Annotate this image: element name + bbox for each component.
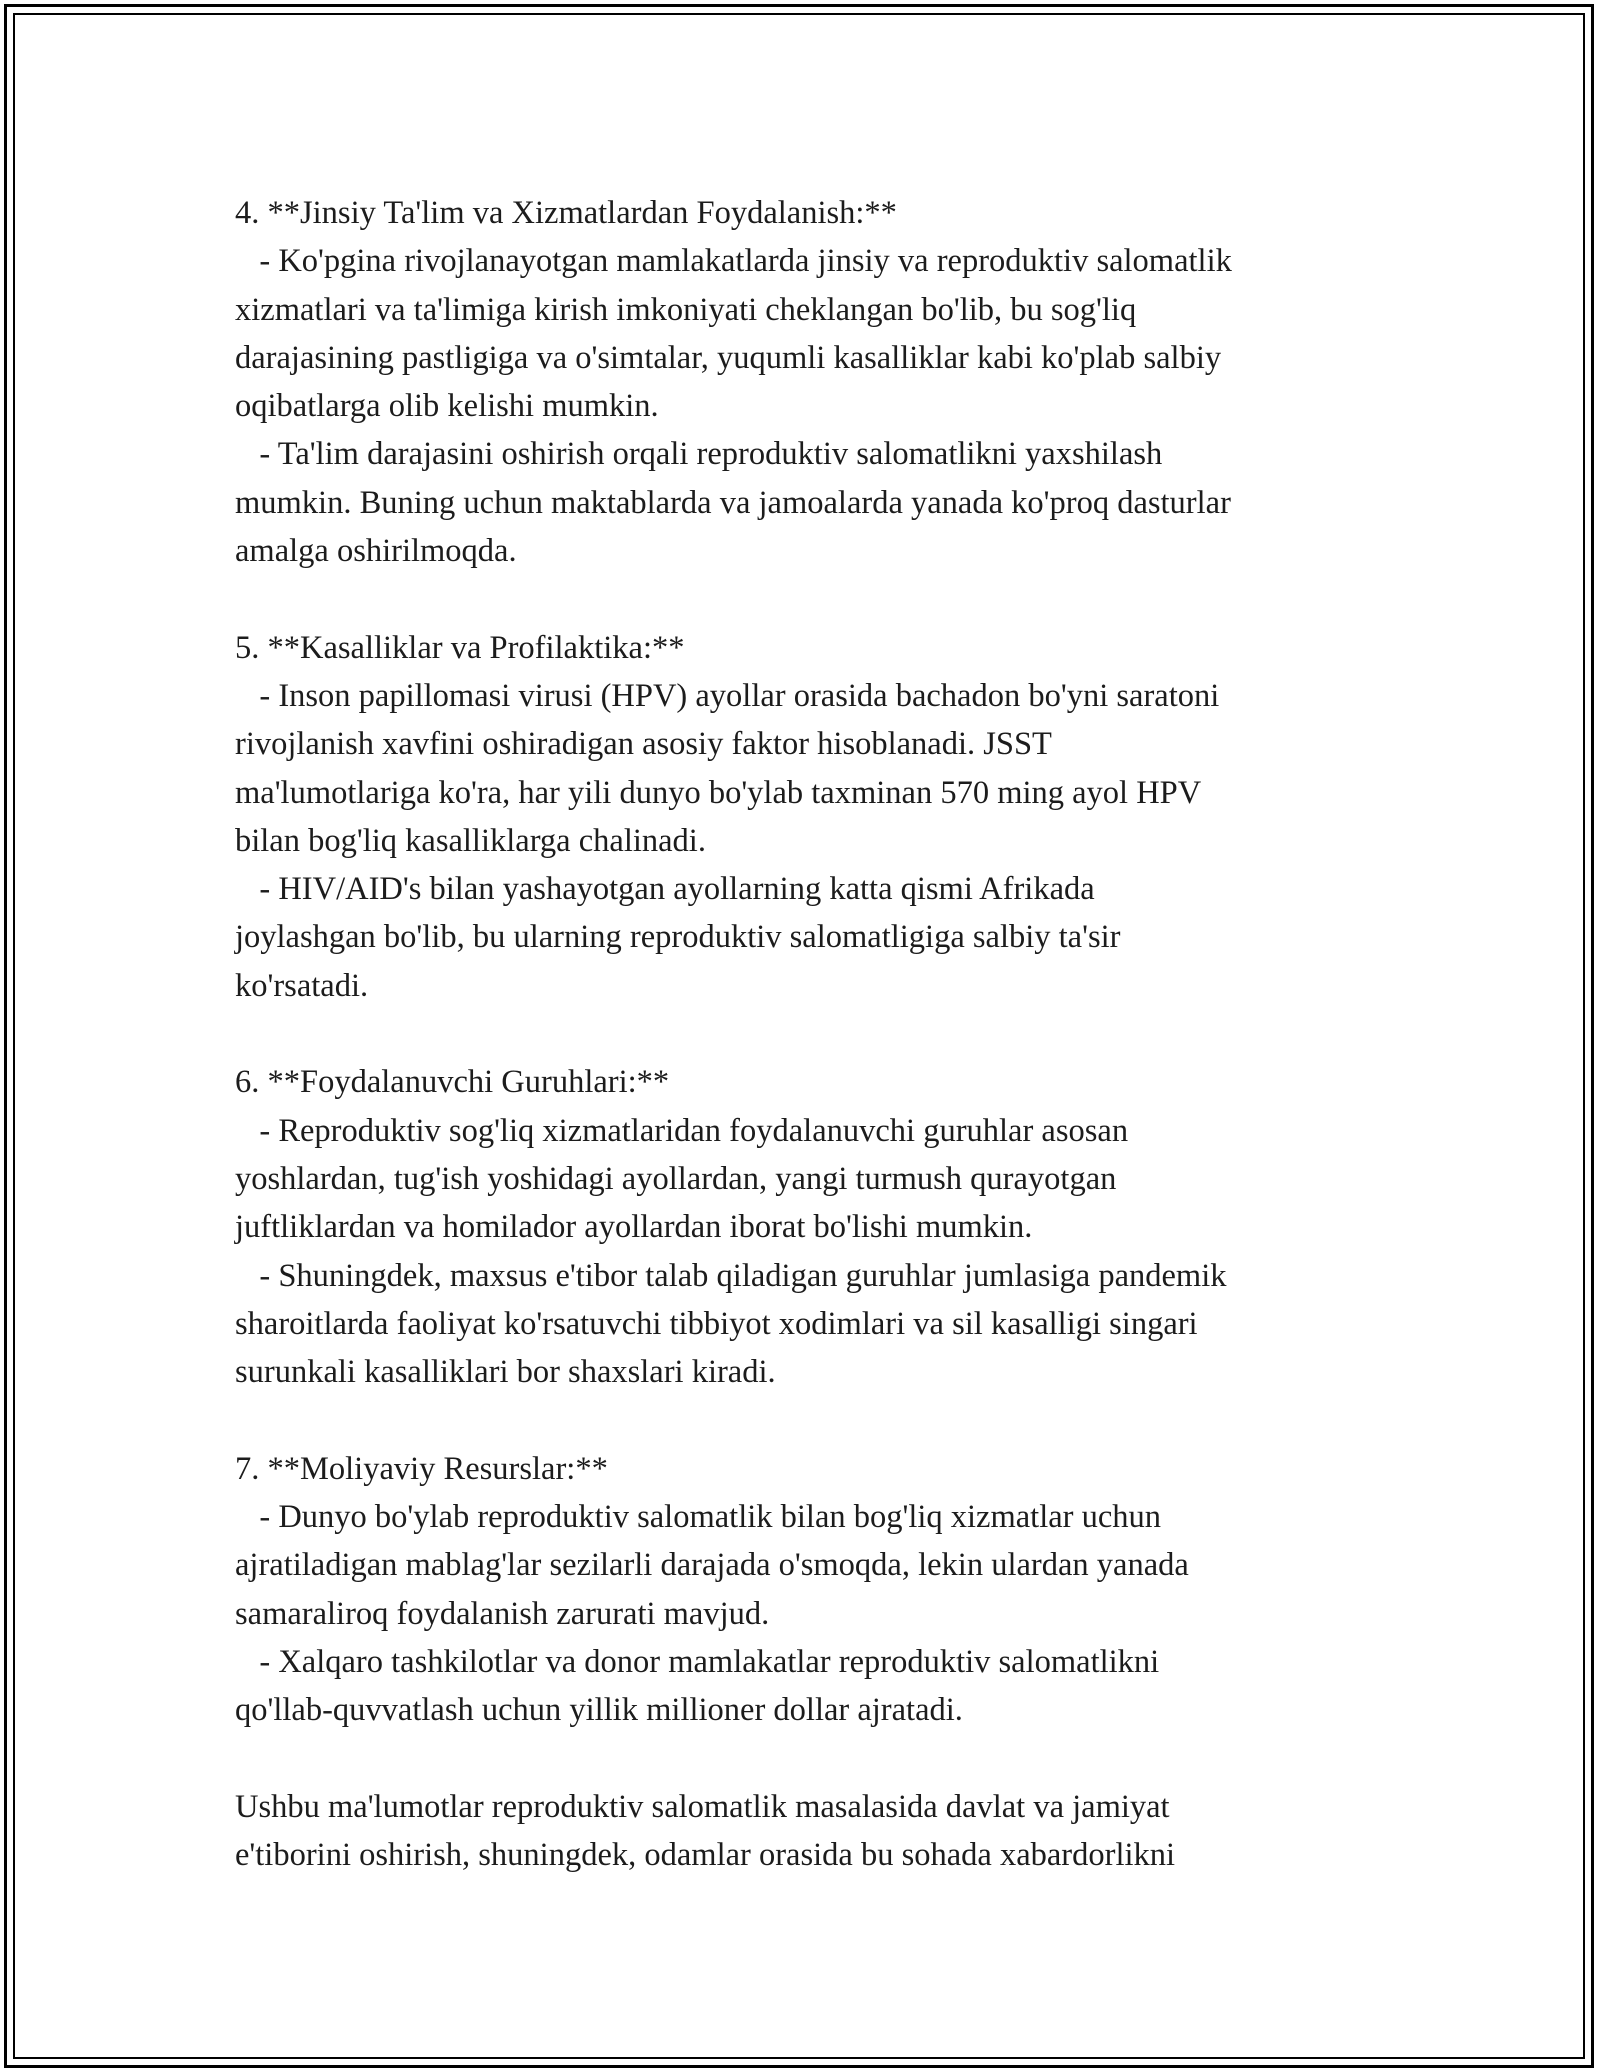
text-line: - Ko'pgina rivojlanayotgan mamlakatlarda jinsiy va reproduktiv salomatlik bbox=[235, 243, 1232, 280]
text-line: bilan bog'liq kasalliklarga chalinadi. bbox=[235, 822, 706, 859]
section-6-heading: 6. **Foydalanuvchi Guruhlari:** bbox=[235, 1064, 670, 1101]
blank-line bbox=[235, 1735, 1395, 1783]
text-line: samaraliroq foydalanish zarurati mavjud. bbox=[235, 1595, 770, 1632]
blank-line bbox=[235, 575, 1395, 623]
text-line: yoshlardan, tug'ish yoshidagi ayollardan, yangi turmush qurayotgan bbox=[235, 1160, 1117, 1197]
text-line: - Dunyo bo'ylab reproduktiv salomatlik bilan bog'liq xizmatlar uchun bbox=[235, 1499, 1162, 1536]
conclusion-line: e'tiborini oshirish, shuningdek, odamlar orasida bu sohada xabardorlikni bbox=[235, 1837, 1176, 1874]
text-line: sharoitlarda faoliyat ko'rsatuvchi tibbiyot xodimlari va sil kasalligi singari bbox=[235, 1305, 1198, 1342]
text-line: joylashgan bo'lib, bu ularning reproduktiv salomatligiga salbiy ta'sir bbox=[235, 919, 1121, 956]
blank-line bbox=[235, 1010, 1395, 1058]
section-5-heading: 5. **Kasalliklar va Profilaktika:** bbox=[235, 629, 685, 666]
text-line: qo'llab-quvvatlash uchun yillik millioner dollar ajratadi. bbox=[235, 1692, 963, 1729]
text-line: amalga oshirilmoqda. bbox=[235, 533, 517, 570]
text-line: - Shuningdek, maxsus e'tibor talab qiladigan guruhlar jumlasiga pandemik bbox=[235, 1257, 1227, 1294]
conclusion-line: Ushbu ma'lumotlar reproduktiv salomatlik masalasida davlat va jamiyat bbox=[235, 1788, 1170, 1825]
text-line: - Xalqaro tashkilotlar va donor mamlakatlar reproduktiv salomatlikni bbox=[235, 1643, 1160, 1680]
text-line: - HIV/AID's bilan yashayotgan ayollarning katta qismi Afrikada bbox=[235, 871, 1095, 908]
text-line: - Inson papillomasi virusi (HPV) ayollar orasida bachadon bo'yni saratoni bbox=[235, 677, 1220, 714]
text-line: xizmatlari va ta'limiga kirish imkoniyati cheklangan bo'lib, bu sog'liq bbox=[235, 291, 1137, 328]
text-line: surunkali kasalliklari bor shaxslari kiradi. bbox=[235, 1354, 776, 1391]
document-body bbox=[235, 189, 1395, 1879]
section-4-heading: 4. **Jinsiy Ta'lim va Xizmatlardan Foydalanish:** bbox=[235, 195, 897, 231]
text-line: mumkin. Buning uchun maktablarda va jamoalarda yanada ko'proq dasturlar bbox=[235, 484, 1231, 521]
blank-line bbox=[235, 1396, 1395, 1444]
text-line: ajratiladigan mablag'lar sezilarli darajada o'smoqda, lekin ulardan yanada bbox=[235, 1547, 1189, 1584]
text-line: - Reproduktiv sog'liq xizmatlaridan foydalanuvchi guruhlar asosan bbox=[235, 1112, 1129, 1149]
text-line: oqibatlarga olib kelishi mumkin. bbox=[235, 388, 659, 425]
text-line: - Ta'lim darajasini oshirish orqali reproduktiv salomatlikni yaxshilash bbox=[235, 436, 1163, 473]
text-line: ko'rsatadi. bbox=[235, 967, 369, 1004]
text-line: ma'lumotlariga ko'ra, har yili dunyo bo'ylab taxminan 570 ming ayol HPV bbox=[235, 774, 1202, 811]
text-line: rivojlanish xavfini oshiradigan asosiy faktor hisoblanadi. JSST bbox=[235, 726, 1052, 763]
section-7-heading: 7. **Moliyaviy Resurslar:** bbox=[235, 1450, 608, 1487]
text-line: darajasining pastligiga va o'simtalar, yuqumli kasalliklar kabi ko'plab salbiy bbox=[235, 339, 1222, 376]
text-line: juftliklardan va homilador ayollardan iborat bo'lishi mumkin. bbox=[235, 1209, 1033, 1246]
